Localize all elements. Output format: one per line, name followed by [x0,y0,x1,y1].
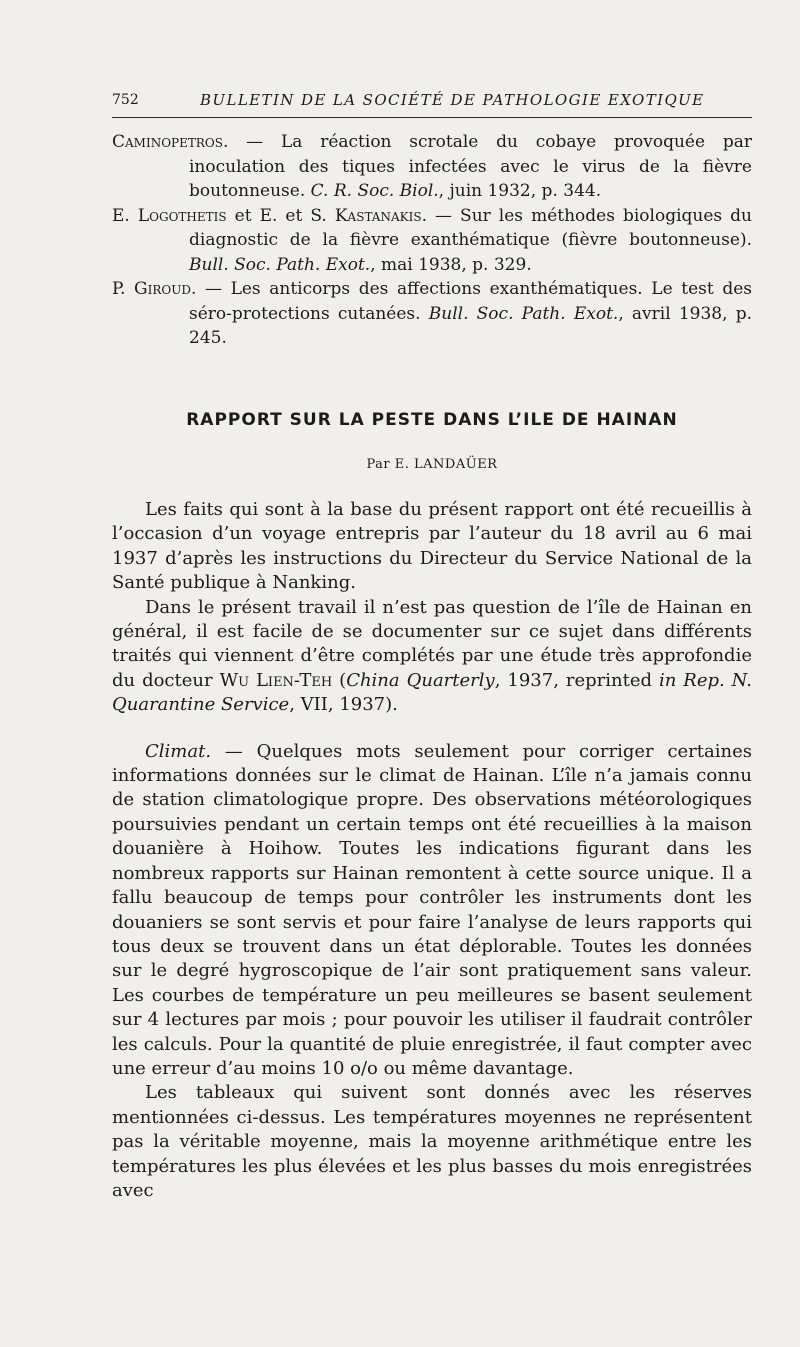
paragraph: Les faits qui sont à la base du présent rapport ont été recueillis à l’occasion d’un voyage entrepris par l’auteur du 18 avril au 6 mai 1937 d’après les instructions du Directeur du Service National de la Santé publique à Nanking. [112,499,752,594]
byline-author: LANDAÜER [414,457,498,472]
cited-source: in Rep. N. Quarantine Service [112,669,752,716]
cited-journal: China Quarterly [346,669,495,691]
reference-item: Caminopetros. — La réaction scrotale du cobaye provoquée par inoculation des tiques infectées avec le virus de la fièvre boutonneuse. C. R. Soc. Biol., juin 1932, p. 344. [112,132,752,201]
section-lead: Climat. [145,740,212,762]
reference-author: Giroud [134,279,191,299]
reference-author: Kastanakis [334,205,422,226]
article-byline: Par E. LANDAÜER [366,457,498,472]
reference-journal: Bull. Soc. Path. Exot. [189,254,371,275]
article-title: RAPPORT SUR LA PESTE DANS L’ILE DE HAINAN [186,410,678,430]
reference-journal: Bull. Soc. Path. Exot. [428,303,619,324]
reference-author: Caminopetros [112,132,223,152]
cited-author: Wu Lien-Teh [219,669,333,691]
paragraph: Les tableaux qui suivent sont donnés avec les réserves mentionnées ci-dessus. Les températures moyennes ne représentent pas la véritable moyenne, mais la moyenne arithmétique entre les températures les plus élevées et les plus basses du mois enregistrées avec [112,1082,752,1201]
reference-list [112,130,752,351]
paragraph: Climat. — Quelques mots seulement pour corriger certaines informations données sur le climat de Hainan. L’île n’a jamais connu de station climatologique propre. Des observations météorologiques poursuivies pendant un certain temps ont été recueillies à la maison douanière à Hoihow. Toutes les indications figurant dans les nombreux rapports sur Hainan remontent à cette source unique. Il a fallu beaucoup de temps pour contrôler les instruments dont les douaniers se sont servis et pour faire l’analyse de leurs rapports qui tous deux se trouvent dans un état déplorable. Toutes les données sur le degré hygroscopique de l’air sont pratiquement sans valeur. Les courbes de température un peu meilleures se basent seulement sur 4 lectures par mois ; pour pouvoir les utiliser il faudrait contrôler les calculs. Pour la quantité de pluie enregistrée, il faut compter avec une erreur d’au moins 10 o/o ou même davantage. [112,740,752,1079]
reference-journal: C. R. Soc. Biol. [310,181,439,201]
page-number: 752 [112,92,139,108]
running-title: BULLETIN DE LA SOCIÉTÉ DE PATHOLOGIE EXOTIQUE [200,91,705,109]
header-rule [112,117,752,118]
paragraph: Dans le présent travail il n’est pas question de l’île de Hainan en général, il est facile de se documenter sur ce sujet dans différents traités qui viennent d’être complétés par une étude très approfondie du docteur Wu Lien-Teh (China Quarterly, 1937, reprinted in Rep. N. Quarantine Service, VII, 1937). [112,596,752,716]
reference-item: E. Logothetis et E. et S. Kastanakis. — Sur les méthodes biologiques du diagnostic de la fièvre exanthématique (fièvre boutonneuse). Bull. Soc. Path. Exot., mai 1938, p. 329. [112,205,753,275]
reference-author: Logothetis [137,205,227,226]
reference-item: P. Giroud. — Les anticorps des affections exanthématiques. Le test des séro-protections cutanées. Bull. Soc. Path. Exot., avril 1938, p. 245. [112,279,753,348]
article-body [112,498,752,1203]
running-header [112,88,752,114]
